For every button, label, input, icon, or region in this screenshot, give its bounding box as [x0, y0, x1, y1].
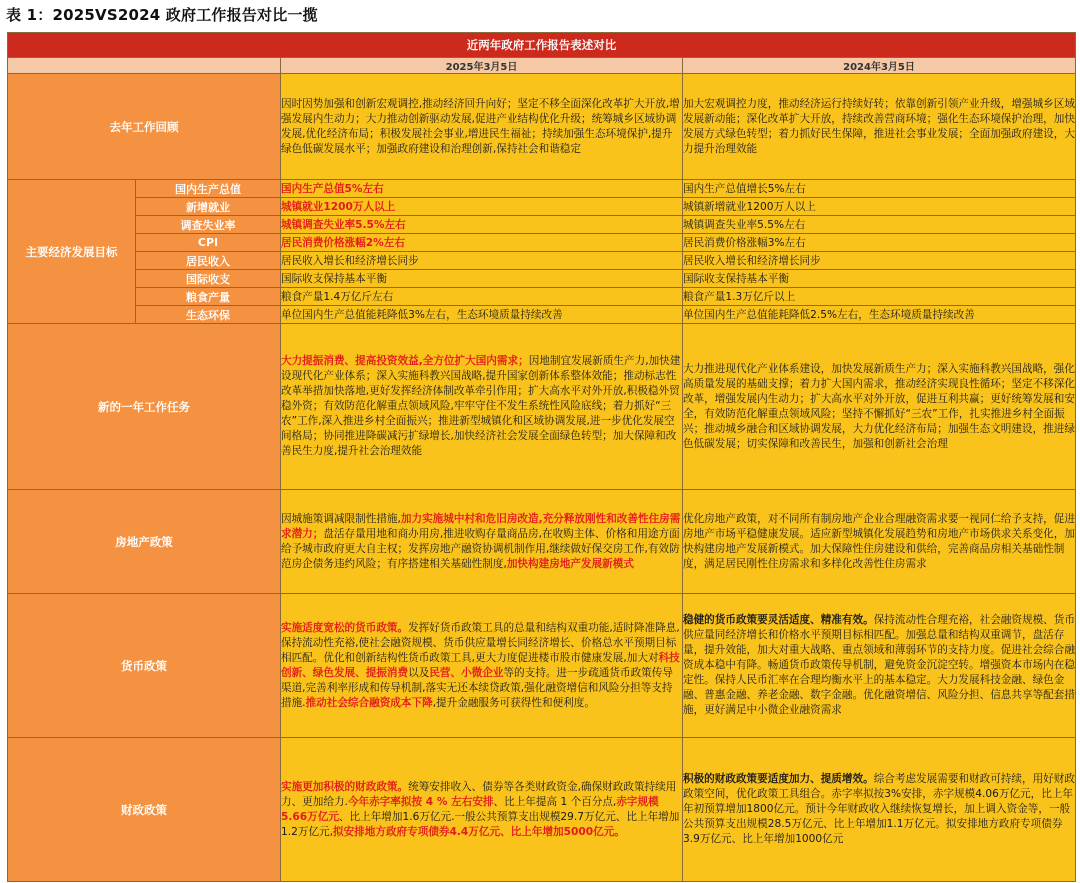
monetary-2025-text: 等的支持。进一步疏通货币政策传导渠道,完善利率形成和传导机制,落实无还本续贷政策,强化融资增信和风险分担等支持措施.: [281, 666, 673, 709]
comparison-table: [7, 32, 1076, 882]
row-label-targets: 主要经济发展目标: [8, 180, 136, 324]
table-row: [8, 234, 1076, 252]
column-header-2024: 2024年3月5日: [683, 58, 1076, 74]
monetary-2025-highlight: 科技创新、绿色发展、提振消费: [281, 651, 680, 679]
fiscal-2025-cell: [281, 738, 683, 882]
property-2025-highlight: 加快构建房地产发展新模式: [506, 557, 634, 570]
fiscal-2025-text: 、比上年增加1.6万亿元.一般公共预算支出规模29.7万亿元、比上年增加1.2万亿元,: [281, 810, 680, 838]
fiscal-2024-text: 综合考虑发展需要和财政可持续，用好财政政策空间，优化政策工具组合。赤字率拟按3%安排，赤字规模4.06万亿元，比上年年初预算增加1800亿元。预计今年财政收入继续恢复增长，加上调入资金等，一般公共预算支出规模28.5万亿元、比上年增加1.1万亿元。拟安排地方政府专项债券3.9万亿元、比上年增加1000亿元: [683, 773, 1075, 845]
tasks-2025-text: 因地制宜发展新质生产力,加快建设现代化产业体系；深入实施科教兴国战略,提升国家创新体系整体效能；推动标志性改革举措加快落地,更好发挥经济体制改革牵引作用；扩大高水平对外开放,积极稳外贸稳外资；有效防范化解重点领域风险,牢牢守住不发生系统性风险底线；着力抓好“三农”工作,深入推进乡村全面振兴；推进新型城镇化和区域协调发展,进一步优化发展空间格局；协同推进降碳减污扩绿增长,加快经济社会发展全面绿色转型；加大保障和改善民生力度,提升社会治理效能: [281, 355, 681, 457]
monetary-2025-cell: [281, 594, 683, 738]
monetary-2025-highlight: 民营、小微企业: [429, 666, 504, 679]
target-2024: 粮食产量1.3万亿斤以上: [683, 288, 1076, 306]
target-2025: 粮食产量1.4万亿斤左右: [281, 288, 683, 306]
year-header-row: [8, 58, 1076, 74]
table-header: 近两年政府工作报告表述对比: [8, 33, 1076, 58]
target-2025: 国内生产总值5%左右: [281, 180, 683, 198]
monetary-2024-text: 保持流动性合理充裕，社会融资规模、货币供应量同经济增长和价格水平预期目标相匹配。加强总量和结构双重调节，盘活存量，提升效能，加大对重大战略、重点领域和薄弱环节的支持力度。促进社会综合融资成本稳中有降。畅通货币政策传导机制，避免资金沉淀空转。增强资本市场内在稳定性。保持人民币汇率在合理均衡水平上的基本稳定。大力发展科技金融、绿色金融、普惠金融、养老金融、数字金融。优化融资增信、风险分担、信息共享等配套措施，更好满足中小微企业融资需求: [683, 614, 1075, 716]
target-2025: 城镇就业1200万人以上: [281, 198, 683, 216]
table-row: [8, 306, 1076, 324]
table-row: [8, 252, 1076, 270]
property-2025-cell: [281, 490, 683, 594]
table-row: [8, 180, 1076, 198]
fiscal-2025-text: 、比上年提高 1 个百分点,: [493, 795, 617, 808]
target-name: 国内生产总值: [136, 180, 281, 198]
table-header-row: [8, 33, 1076, 58]
fiscal-2025-highlight: 实施更加积极的财政政策。: [281, 780, 409, 793]
table-row: [8, 490, 1076, 594]
target-2025: 单位国内生产总值能耗降低3%左右，生态环境质量持续改善: [281, 306, 683, 324]
target-2025: 城镇调查失业率5.5%左右: [281, 216, 683, 234]
monetary-2025-text: 发挥好货币政策工具的总量和结构双重功能,适时降准降息,保持流动性充裕,使社会融资规模、货币供应量增长同经济增长、价格总水平预期目标相匹配。优化和创新结构性货币政策工具,更大力度促进楼市股市健康发展,加大对: [281, 621, 680, 664]
monetary-2025-text: ,提升金融服务可获得性和便利度。: [432, 696, 595, 709]
tasks-2024-cell: 大力推进现代化产业体系建设，加快发展新质生产力；深入实施科教兴国战略，强化高质量发展的基础支撑；着力扩大国内需求，推动经济实现良性循环；坚定不移深化改革，增强发展内生动力；扩大高水平对外开放，促进互利共赢；更好统筹发展和安全，有效防范化解重点领域风险；坚持不懈抓好“三农”工作，扎实推进乡村全面振兴；推动城乡融合和区域协调发展，大力优化经济布局；加强生态文明建设，推进绿色低碳发展；切实保障和改善民生，加强和创新社会治理: [683, 324, 1076, 490]
property-2025-text: 盘活存量用地和商办用房,推进收购存量商品房,在收购主体、价格和用途方面给予城市政府更大自主权；发挥房地产融资协调机制作用,继续做好保交房工作,有效防范房企债务违约风险；有序搭建相关基础性制度,: [281, 527, 680, 570]
table-row: [8, 74, 1076, 180]
fiscal-2025-highlight: 赤字规模5.66万亿元: [281, 795, 659, 823]
target-2024: 居民消费价格涨幅3%左右: [683, 234, 1076, 252]
table-row: [8, 198, 1076, 216]
monetary-2025-highlight: 实施适度宽松的货币政策。: [281, 621, 409, 634]
tasks-2025-highlight: 大力提振消费、提高投资效益,全方位扩大国内需求；: [281, 355, 529, 367]
target-name: CPI: [136, 234, 281, 252]
target-name: 生态环保: [136, 306, 281, 324]
page-title: 表 1：2025VS2024 政府工作报告对比一揽: [6, 6, 318, 24]
target-name: 粮食产量: [136, 288, 281, 306]
target-name: 居民收入: [136, 252, 281, 270]
table-row: [8, 216, 1076, 234]
row-label-monetary: 货币政策: [8, 594, 281, 738]
target-name: 调查失业率: [136, 216, 281, 234]
target-2024: 单位国内生产总值能耗降低2.5%左右，生态环境质量持续改善: [683, 306, 1076, 324]
target-2024: 居民收入增长和经济增长同步: [683, 252, 1076, 270]
table-row: [8, 324, 1076, 490]
row-label-property: 房地产政策: [8, 490, 281, 594]
fiscal-2024-cell: [683, 738, 1076, 882]
target-2025: 国际收支保持基本平衡: [281, 270, 683, 288]
review-2024-cell: 加大宏观调控力度，推动经济运行持续好转；依靠创新引领产业升级，增强城乡区域发展新动能；深化改革扩大开放，持续改善营商环境；强化生态环境保护治理，加快发展方式绿色转型；着力抓好民生保障，推进社会事业发展；全面加强政府建设，大力提升治理效能: [683, 74, 1076, 180]
column-header-2025: 2025年3月5日: [281, 58, 683, 74]
row-label-review: 去年工作回顾: [8, 74, 281, 180]
target-2025: 居民收入增长和经济增长同步: [281, 252, 683, 270]
table-row: [8, 288, 1076, 306]
target-2024: 国际收支保持基本平衡: [683, 270, 1076, 288]
tasks-2025-cell: [281, 324, 683, 490]
monetary-2025-highlight: 推动社会综合融资成本下降: [305, 696, 433, 709]
property-2024-cell: 优化房地产政策，对不同所有制房地产企业合理融资需求要一视同仁给予支持，促进房地产市场平稳健康发展。适应新型城镇化发展趋势和房地产市场供求关系变化，加快构建房地产发展新模式。加大保障性住房建设和供给，完善商品房相关基础性制度，满足居民刚性住房需求和多样化改善性住房需求: [683, 490, 1076, 594]
monetary-2025-text: 以及: [408, 666, 430, 679]
monetary-2024-cell: [683, 594, 1076, 738]
target-2024: 国内生产总值增长5%左右: [683, 180, 1076, 198]
fiscal-2025-text: 统筹安排收入、债券等各类财政资金,确保财政政策持续用力、更加给力.: [281, 780, 677, 808]
row-label-tasks: 新的一年工作任务: [8, 324, 281, 490]
table-row: [8, 270, 1076, 288]
fiscal-2025-highlight: 今年赤字率拟按 4 % 左右安排: [347, 795, 494, 808]
property-2025-text: 因城施策调减限制性措施,: [281, 512, 401, 525]
table-row: [8, 594, 1076, 738]
target-name: 国际收支: [136, 270, 281, 288]
fiscal-2025-highlight: 拟安排地方政府专项债券4.4万亿元、比上年增加5000亿元。: [333, 825, 625, 838]
row-label-fiscal: 财政政策: [8, 738, 281, 882]
target-2024: 城镇调查失业率5.5%左右: [683, 216, 1076, 234]
target-2025: 居民消费价格涨幅2%左右: [281, 234, 683, 252]
monetary-2024-highlight: 稳健的货币政策要灵活适度、精准有效。: [683, 614, 874, 626]
target-name: 新增就业: [136, 198, 281, 216]
target-2024: 城镇新增就业1200万人以上: [683, 198, 1076, 216]
fiscal-2024-highlight: 积极的财政政策要适度加力、提质增效。: [683, 773, 874, 785]
header-blank-cell: [8, 58, 281, 74]
table-row: [8, 738, 1076, 882]
review-2025-cell: 因时因势加强和创新宏观调控,推动经济回升向好；坚定不移全面深化改革扩大开放,增强发展内生动力；大力推动创新驱动发展,促进产业结构优化升级；统筹城乡区域协调发展,优化经济布局；积极发展社会事业,增进民生福祉；持续加强生态环境保护,提升绿色低碳发展水平；加强政府建设和治理创新,保持社会和谐稳定: [281, 74, 683, 180]
property-2025-highlight: 加力实施城中村和危旧房改造,充分释放刚性和改善性住房需求潜力；: [281, 512, 681, 540]
